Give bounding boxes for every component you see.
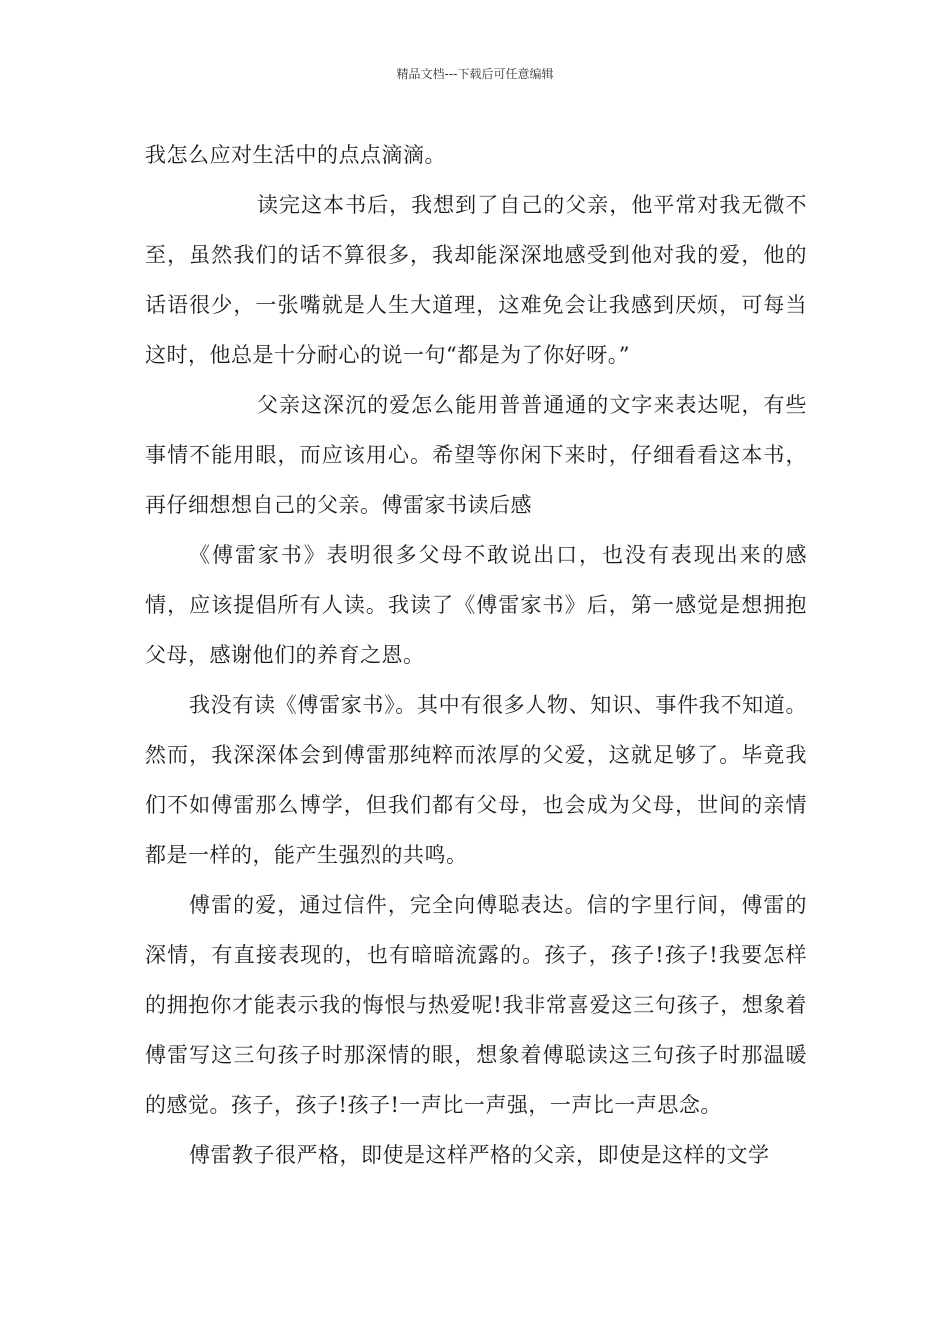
paragraph-not-read: 我没有读《傅雷家书》。其中有很多人物、知识、事件我不知道。然而，我深深体会到傅雷那纯粹而浓厚的父爱，这就足够了。毕竟我们不如傅雷那么博学，但我们都有父母，也会成为父母，世间的亲情都是一样的，能产生强烈的共鸣。 [145, 693, 807, 867]
paragraph-strict-teaching: 傅雷教子很严格，即使是这样严格的父亲，即使是这样的文学 [189, 1143, 770, 1167]
paragraph-letters: 傅雷的爱，通过信件，完全向傅聪表达。信的字里行间，傅雷的深情，有直接表现的，也有暗暗流露的。孩子，孩子!孩子!我要怎样的拥抱你才能表示我的悔恨与热爱呢!我非常喜爱这三句孩子，想象着傅雷写这三句孩子时那深情的眼，想象着傅聪读这三句孩子时那温暖的感觉。孩子，孩子!孩子!一声比一声强，一声比一声思念。 [145, 893, 807, 1117]
paragraph-father-reflection: 读完这本书后，我想到了自己的父亲，他平常对我无微不至，虽然我们的话不算很多，我却能深深地感受到他对我的爱，他的话语很少，一张嘴就是人生大道理，这难免会让我感到厌烦，可每当这时，他总是十分耐心的说一句“都是为了你好呀。” [145, 193, 807, 367]
paragraph-continuation: 我怎么应对生活中的点点滴滴。 [145, 143, 446, 167]
paragraph-deep-love: 父亲这深沉的爱怎么能用普普通通的文字来表达呢，有些事情不能用眼，而应该用心。希望等你闲下来时，仔细看看这本书，再仔细想想自己的父亲。傅雷家书读后感 [145, 393, 807, 517]
page-header: 精品文档---下载后可任意编辑 [396, 67, 554, 81]
paragraph-book-intro: 《傅雷家书》表明很多父母不敢说出口，也没有表现出来的感情，应该提倡所有人读。我读了《傅雷家书》后，第一感觉是想拥抱父母，感谢他们的养育之恩。 [145, 543, 807, 667]
document-body [145, 130, 807, 1180]
